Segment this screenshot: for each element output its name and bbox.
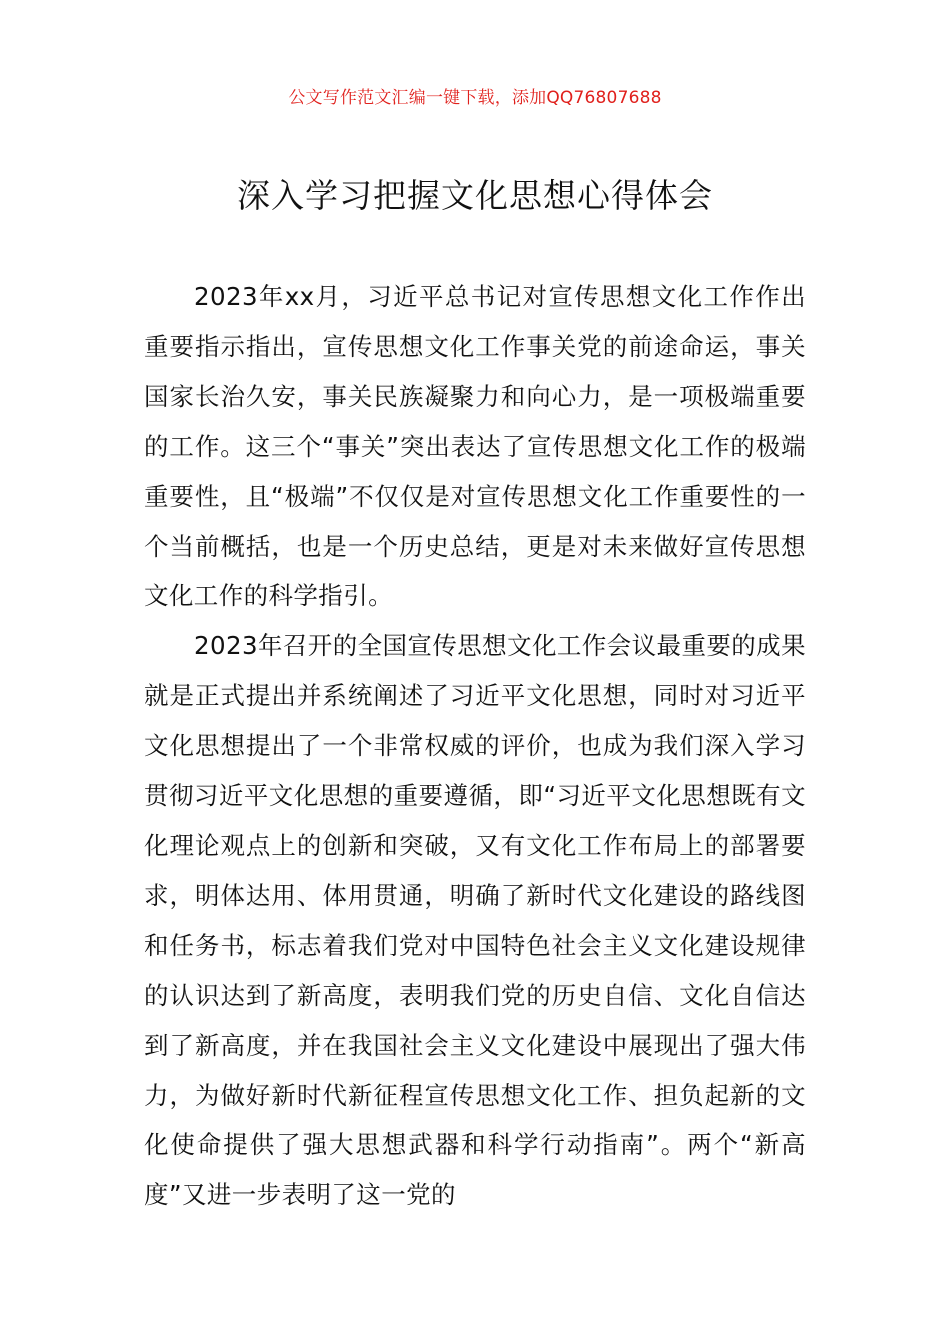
paragraph-2: 2023年召开的全国宣传思想文化工作会议最重要的成果就是正式提出并系统阐述了习近平文化思想，同时对习近平文化思想提出了一个非常权威的评价，也成为我们深入学习贯彻习近平文化思想的重要遵循，即“习近平文化思想既有文化理论观点上的创新和突破，又有文化工作布局上的部署要求，明体达用、体用贯通，明确了新时代文化建设的路线图和任务书，标志着我们党对中国特色社会主义文化建设规律的认识达到了新高度，表明我们党的历史自信、文化自信达到了新高度，并在我国社会主义文化建设中展现出了强大伟力，为做好新时代新征程宣传思想文化工作、担负起新的文化使命提供了强大思想武器和科学行动指南”。两个“新高度”又进一步表明了这一党的 (144, 631, 806, 1210)
page-title: 深入学习把握文化思想心得体会 (237, 176, 713, 215)
download-banner[interactable]: 公文写作范文汇编一键下载，添加QQ76807688 (288, 88, 662, 108)
paragraph-1: 2023年xx月，习近平总书记对宣传思想文化工作作出重要指示指出，宣传思想文化工作事关党的前途命运，事关国家长治久安，事关民族凝聚力和向心力，是一项极端重要的工作。这三个“事关”突出表达了宣传思想文化工作的极端重要性，且“极端”不仅仅是对宣传思想文化工作重要性的一个当前概括，也是一个历史总结，更是对未来做好宣传思想文化工作的科学指引。 (144, 282, 806, 611)
document-body (144, 272, 806, 1220)
